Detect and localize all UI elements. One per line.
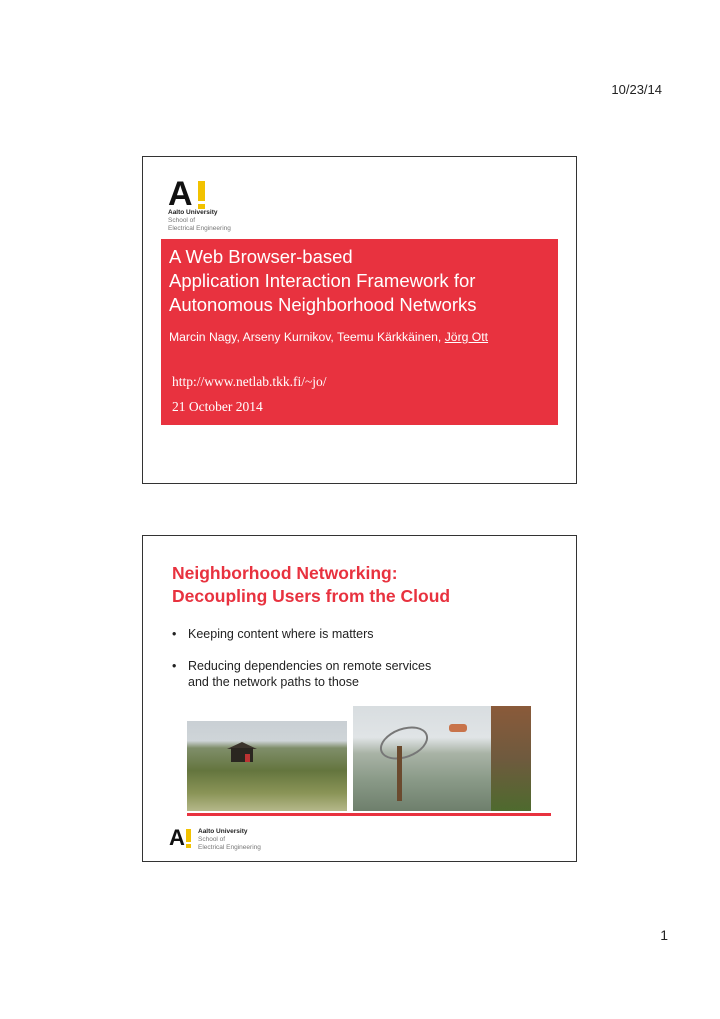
aalto-a-icon: A [169,828,195,848]
talk-date: 21 October 2014 [172,399,263,414]
author-list: Marcin Nagy, Arseny Kurnikov, Teemu Kärkkäinen, Jörg Ott [169,330,489,344]
logo-department: Electrical Engineering [198,844,261,851]
author-underlined: Jörg Ott [444,330,489,344]
page-number: 1 [660,927,668,943]
title-banner [161,239,558,425]
list-item: • Keeping content where is matters [172,626,431,642]
page-date: 10/23/14 [611,82,662,97]
logo-department: Electrical Engineering [168,225,231,232]
logo-school: School of [168,217,196,224]
aalto-a-icon: A [168,179,208,209]
aalto-logo-footer [169,825,261,851]
aalto-logo [168,175,231,233]
slide-2-title: Neighborhood Networking: Decoupling Users from the Cloud [172,563,451,606]
logo-university: Aalto University [168,209,218,216]
slide-title: A Web Browser-based Application Interaction Framework for Autonomous Neighborhood Networks [169,246,477,315]
satellite-dish-lake-photo [353,706,531,811]
bullet-list [172,626,431,706]
logo-university: Aalto University [198,828,248,835]
slide-2 [142,535,577,862]
list-item: • Reducing dependencies on remote services and the network paths to those [172,658,431,690]
slide-1 [142,156,577,484]
author-url: http://www.netlab.tkk.fi/~jo/ [172,374,327,389]
logo-school: School of [198,836,226,843]
tundra-hut-photo [187,721,347,811]
footer-divider [187,813,551,816]
